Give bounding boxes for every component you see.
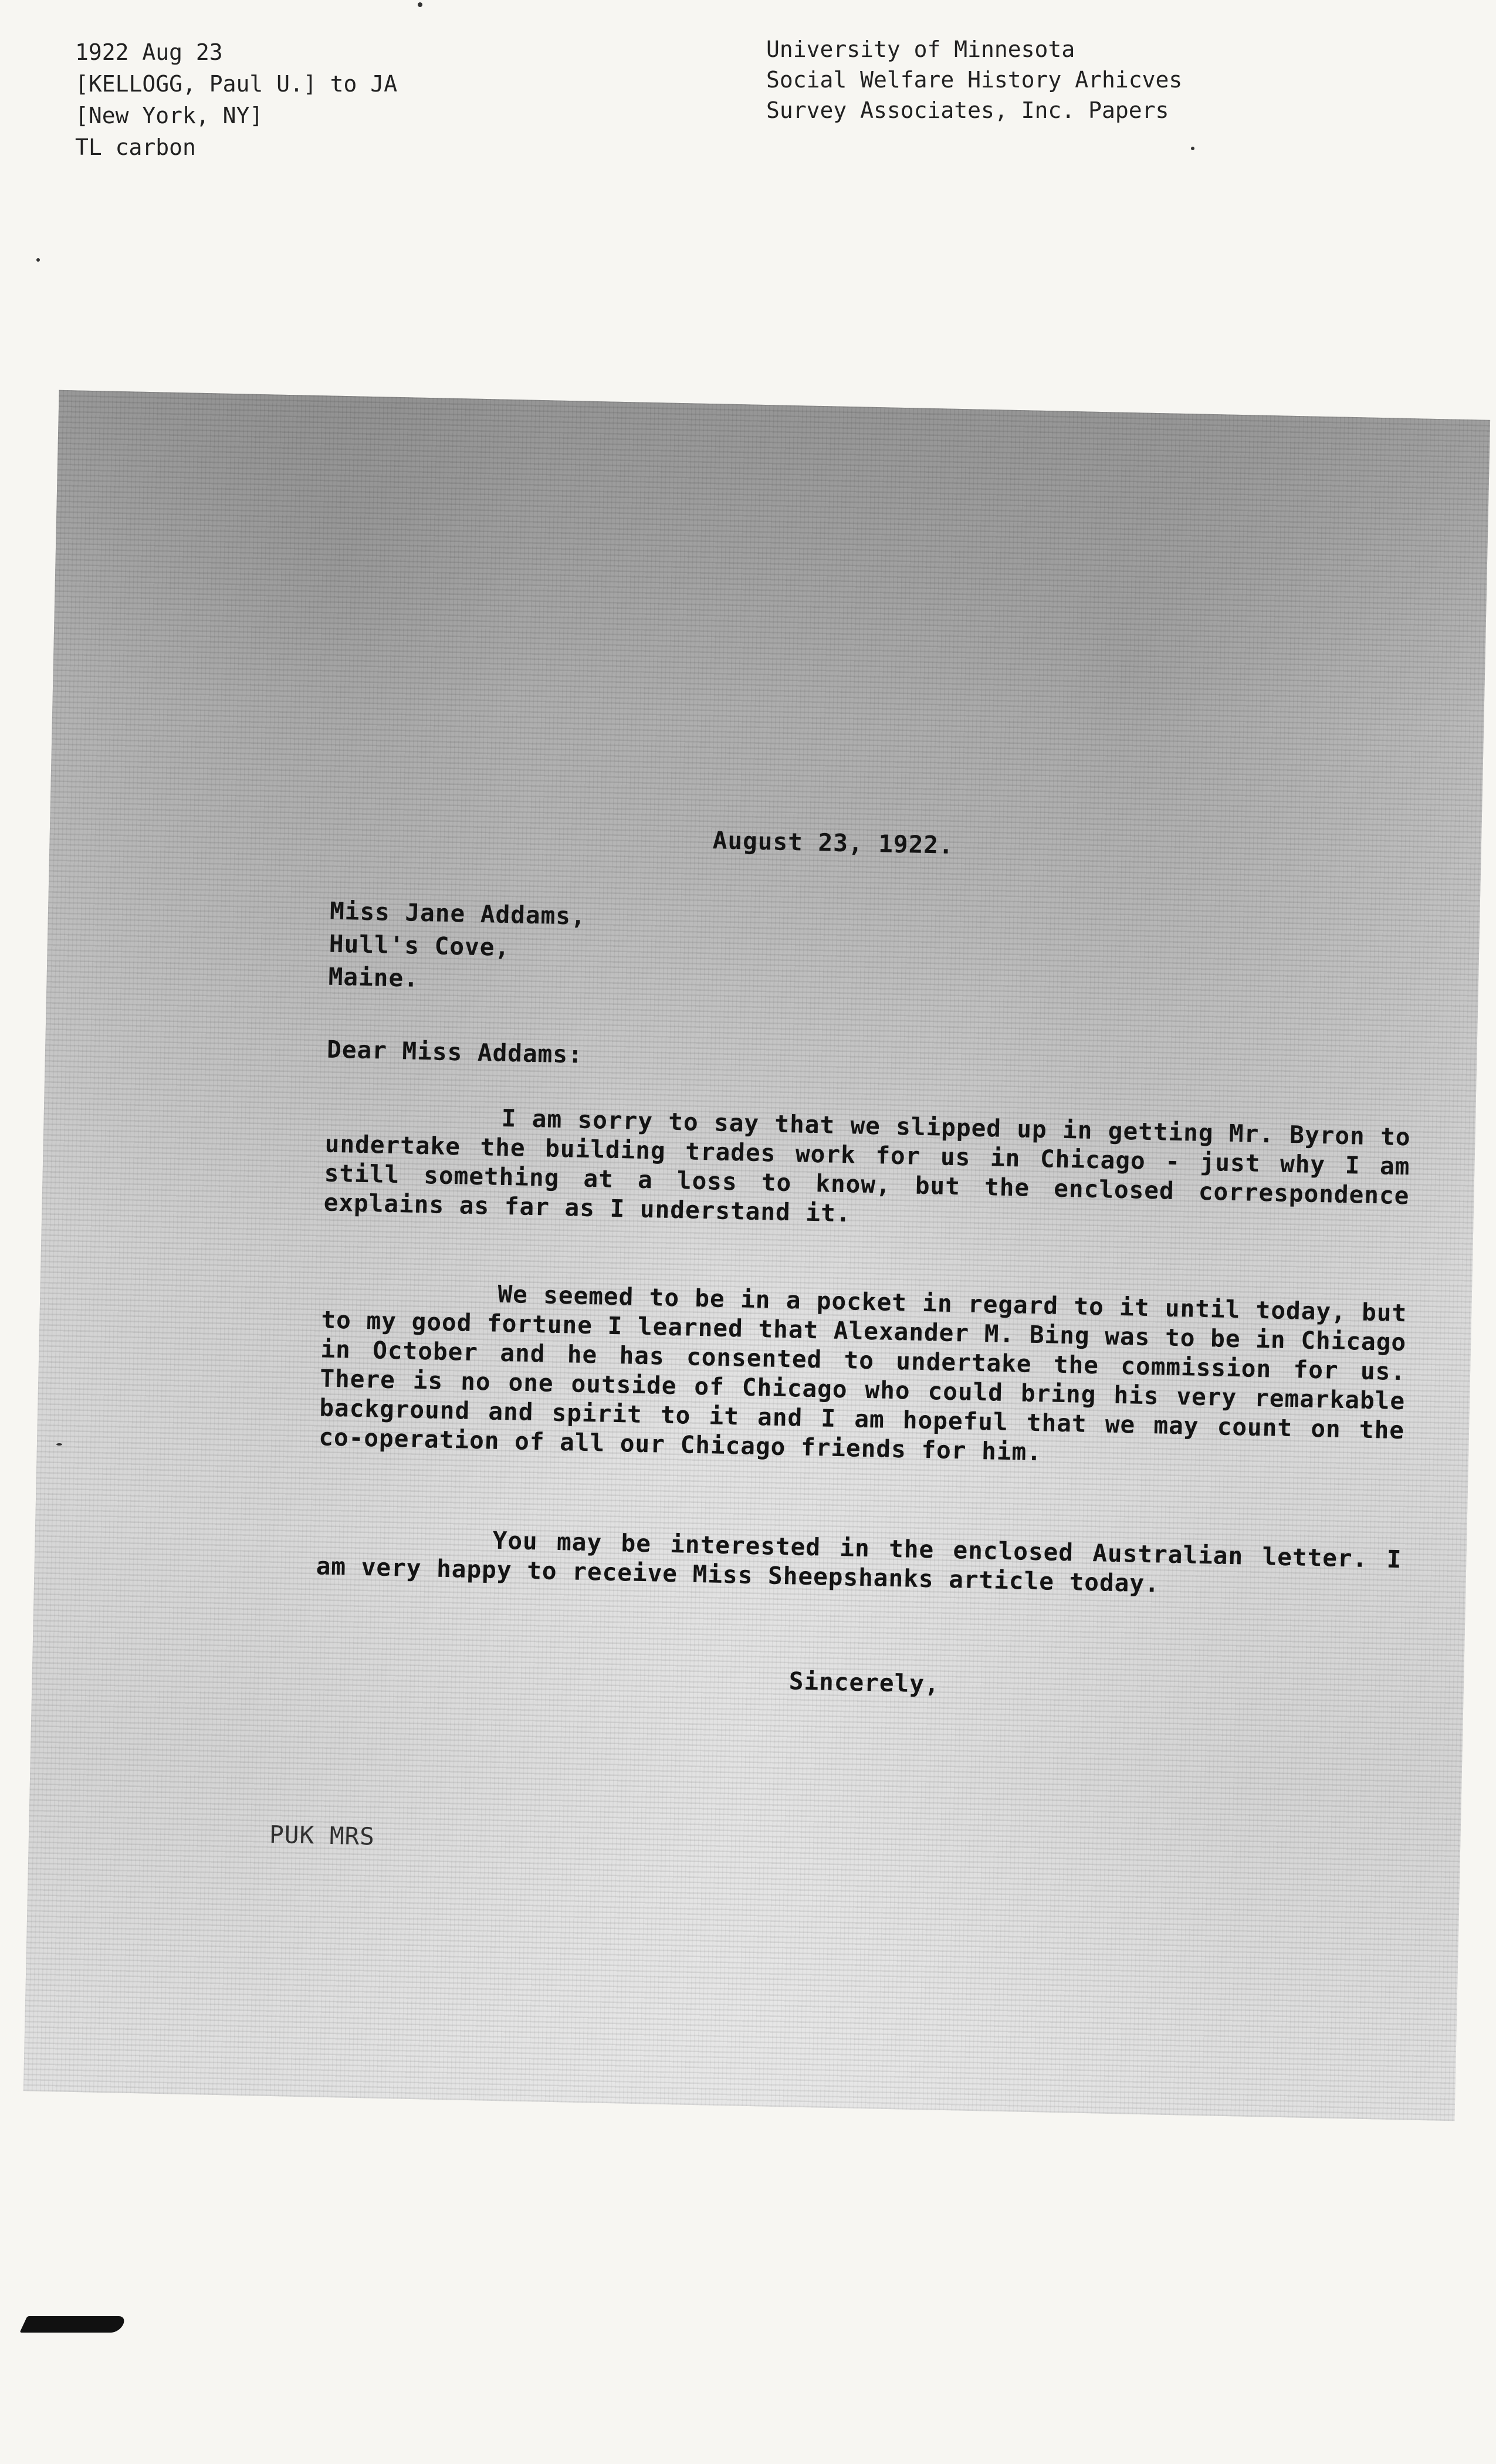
paragraph: You may be interested in the enclosed Australian letter. I am very happy to receive Miss Sheepshanks article today.: [316, 1526, 1402, 1598]
paragraph: We seemed to be in a pocket in regard to it until today, but to my good fortune I learned that Alexander M. Bing was to be in Chicago in October and he has consented to undertake the commission for us. There is no one outside of Chicago who could bring his very remarkable background and spirit to it and I am hopeful that we may count on the co-operation of all our Chicago friends for him.: [318, 1280, 1407, 1467]
ink-speck: [56, 1443, 62, 1446]
catalog-date: 1922 Aug 23: [75, 39, 223, 65]
archive-papers: Survey Associates, Inc. Papers: [766, 97, 1169, 123]
address-line: Maine.: [328, 962, 419, 993]
archive-collection: Social Welfare History Arhicves: [766, 67, 1183, 93]
typist-initials: PUK MRS: [269, 1820, 375, 1851]
carbon-copy-sheet: [23, 390, 1490, 2121]
ink-speck: [36, 258, 40, 262]
address-line: Hull's Cove,: [329, 929, 510, 962]
recipient-address: [328, 895, 586, 999]
paragraph: I am sorry to say that we slipped up in getting Mr. Byron to undertake the building trades work for us in Chicago - just why I am still something at a loss to know, but the enclosed correspondence explains as far as I understand it.: [323, 1104, 1411, 1228]
archive-institution: University of Minnesota: [766, 36, 1075, 62]
ink-speck: [418, 2, 422, 7]
catalog-type: TL carbon: [75, 134, 196, 160]
ink-speck: [1191, 147, 1194, 150]
ink-mark: [19, 2316, 127, 2333]
address-line: Miss Jane Addams,: [329, 896, 587, 930]
salutation: Dear Miss Addams:: [326, 1035, 584, 1069]
catalog-header: [75, 36, 397, 163]
letter-date: August 23, 1922.: [712, 826, 955, 859]
letter-body: [23, 390, 1490, 2121]
closing: Sincerely,: [788, 1667, 940, 1698]
archive-header: [766, 34, 1182, 126]
catalog-place: [New York, NY]: [75, 103, 263, 128]
catalog-correspondents: [KELLOGG, Paul U.] to JA: [75, 71, 398, 97]
